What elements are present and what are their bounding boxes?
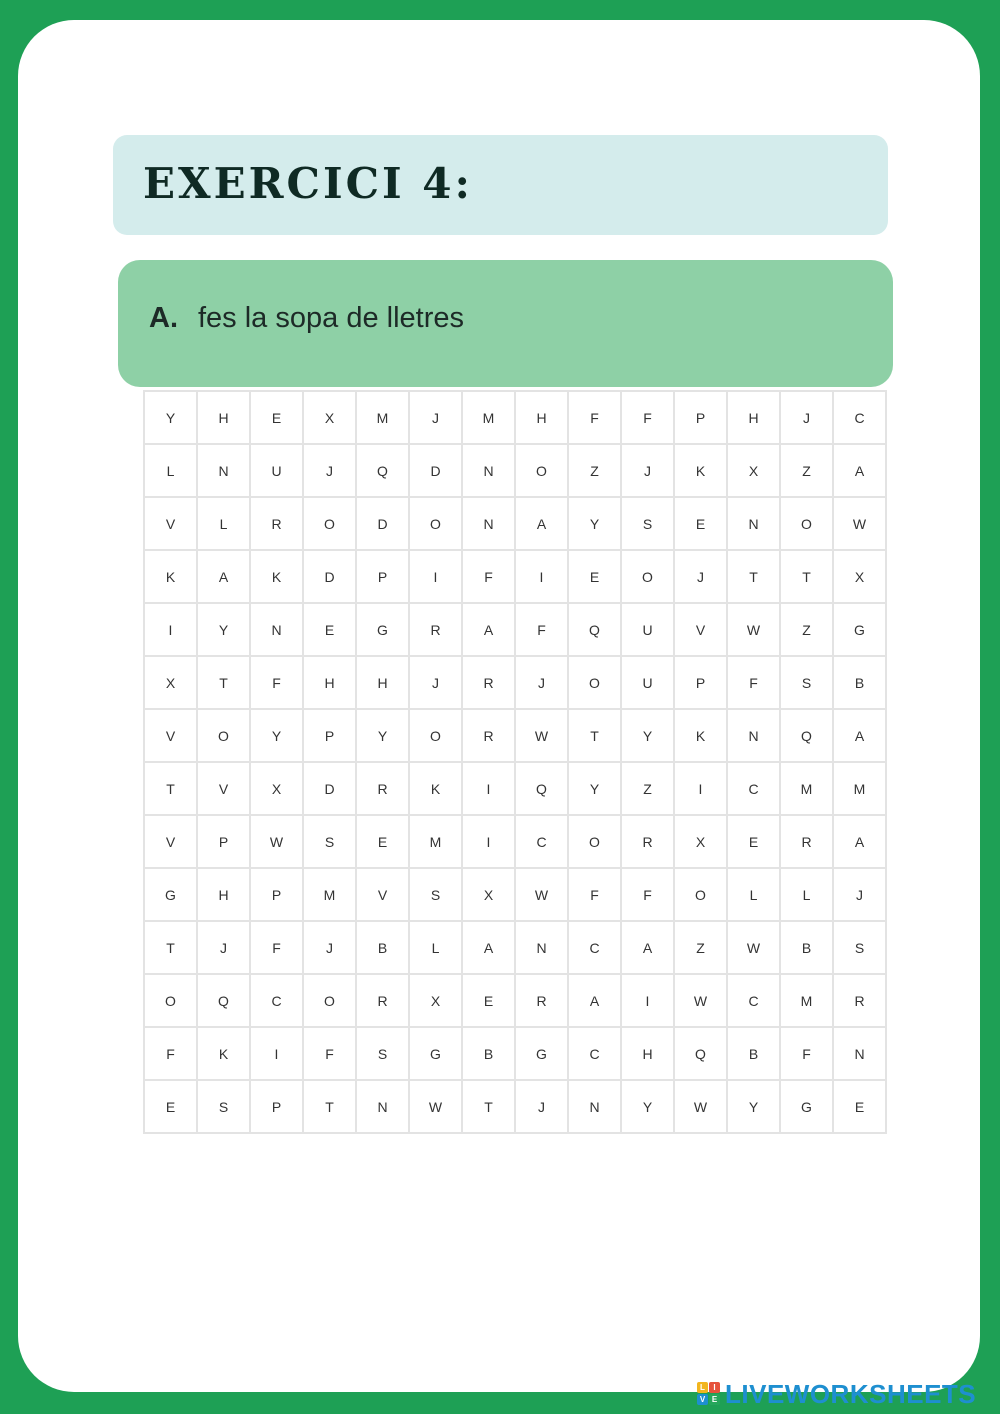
grid-cell[interactable]: C (833, 391, 886, 444)
grid-cell[interactable]: I (250, 1027, 303, 1080)
grid-cell[interactable]: Z (674, 921, 727, 974)
grid-cell[interactable]: Y (250, 709, 303, 762)
grid-cell[interactable]: Y (621, 1080, 674, 1133)
grid-cell[interactable]: F (250, 656, 303, 709)
grid-row (144, 603, 886, 656)
grid-cell[interactable]: U (250, 444, 303, 497)
grid-cell[interactable]: V (144, 709, 197, 762)
grid-cell[interactable]: P (356, 550, 409, 603)
grid-cell[interactable]: T (144, 921, 197, 974)
grid-cell[interactable]: M (356, 391, 409, 444)
grid-cell[interactable]: W (250, 815, 303, 868)
grid-cell[interactable]: N (568, 1080, 621, 1133)
grid-cell[interactable]: O (515, 444, 568, 497)
grid-cell[interactable]: I (515, 550, 568, 603)
grid-cell[interactable]: P (674, 391, 727, 444)
grid-cell[interactable]: X (727, 444, 780, 497)
grid-cell[interactable]: F (780, 1027, 833, 1080)
grid-cell[interactable]: N (515, 921, 568, 974)
title-box (113, 135, 888, 235)
grid-cell[interactable]: O (568, 656, 621, 709)
grid-row (144, 550, 886, 603)
grid-cell[interactable]: G (833, 603, 886, 656)
grid-cell[interactable]: C (727, 762, 780, 815)
grid-cell[interactable]: K (144, 550, 197, 603)
grid-cell[interactable]: R (356, 762, 409, 815)
grid-cell[interactable]: A (833, 709, 886, 762)
grid-cell[interactable]: E (568, 550, 621, 603)
grid-cell[interactable]: M (833, 762, 886, 815)
grid-cell[interactable]: S (303, 815, 356, 868)
grid-cell[interactable]: T (197, 656, 250, 709)
grid-cell[interactable]: S (833, 921, 886, 974)
grid-cell[interactable]: V (674, 603, 727, 656)
logo-mark-letter: V (697, 1394, 708, 1405)
grid-cell[interactable]: C (727, 974, 780, 1027)
grid-cell[interactable]: Z (780, 444, 833, 497)
grid-cell[interactable]: J (780, 391, 833, 444)
grid-cell[interactable]: H (197, 868, 250, 921)
grid-cell[interactable]: I (462, 815, 515, 868)
liveworksheets-logo-icon (697, 1382, 721, 1406)
grid-cell[interactable]: F (568, 868, 621, 921)
grid-cell[interactable]: F (568, 391, 621, 444)
grid-cell[interactable]: V (144, 815, 197, 868)
grid-cell[interactable]: S (780, 656, 833, 709)
grid-cell[interactable]: P (303, 709, 356, 762)
grid-cell[interactable]: F (727, 656, 780, 709)
grid-cell[interactable]: O (409, 497, 462, 550)
grid-cell[interactable]: R (250, 497, 303, 550)
grid-cell[interactable]: R (356, 974, 409, 1027)
grid-cell[interactable]: Z (568, 444, 621, 497)
grid-cell[interactable]: G (144, 868, 197, 921)
grid-cell[interactable]: H (356, 656, 409, 709)
grid-cell[interactable]: I (462, 762, 515, 815)
grid-cell[interactable]: J (515, 656, 568, 709)
grid-cell[interactable]: E (462, 974, 515, 1027)
grid-cell[interactable]: F (250, 921, 303, 974)
grid-cell[interactable]: H (303, 656, 356, 709)
grid-cell[interactable]: T (780, 550, 833, 603)
grid-cell[interactable]: T (568, 709, 621, 762)
grid-cell[interactable]: Q (356, 444, 409, 497)
grid-cell[interactable]: A (833, 815, 886, 868)
grid-cell[interactable]: R (780, 815, 833, 868)
grid-cell[interactable]: Y (568, 497, 621, 550)
grid-cell[interactable]: S (197, 1080, 250, 1133)
grid-cell[interactable]: O (409, 709, 462, 762)
grid-row (144, 391, 886, 444)
grid-cell[interactable]: R (833, 974, 886, 1027)
grid-cell[interactable]: I (409, 550, 462, 603)
grid-cell[interactable]: D (356, 497, 409, 550)
grid-cell[interactable]: K (674, 444, 727, 497)
grid-row (144, 444, 886, 497)
grid-cell[interactable]: S (409, 868, 462, 921)
grid-cell[interactable]: O (674, 868, 727, 921)
grid-cell[interactable]: A (462, 603, 515, 656)
grid-row (144, 709, 886, 762)
grid-cell[interactable]: E (250, 391, 303, 444)
grid-cell[interactable]: O (303, 497, 356, 550)
grid-cell[interactable]: A (833, 444, 886, 497)
grid-cell[interactable]: G (409, 1027, 462, 1080)
grid-cell[interactable]: E (356, 815, 409, 868)
grid-cell[interactable]: R (462, 656, 515, 709)
grid-cell[interactable]: I (674, 762, 727, 815)
worksheet-page (18, 20, 980, 1392)
grid-cell[interactable]: X (674, 815, 727, 868)
instruction-box (118, 260, 893, 387)
grid-cell[interactable]: F (621, 391, 674, 444)
grid-row (144, 497, 886, 550)
grid-cell[interactable]: J (197, 921, 250, 974)
grid-cell[interactable]: N (197, 444, 250, 497)
grid-cell[interactable]: O (144, 974, 197, 1027)
grid-cell[interactable]: N (727, 497, 780, 550)
grid-cell[interactable]: X (144, 656, 197, 709)
grid-cell[interactable]: P (197, 815, 250, 868)
grid-cell[interactable]: V (356, 868, 409, 921)
logo-mark-letter: I (709, 1382, 720, 1393)
grid-cell[interactable]: A (568, 974, 621, 1027)
grid-cell[interactable]: E (674, 497, 727, 550)
grid-cell[interactable]: R (409, 603, 462, 656)
logo-text: LIVEWORKSHEETS (725, 1378, 977, 1409)
grid-cell[interactable]: T (303, 1080, 356, 1133)
grid-row (144, 974, 886, 1027)
logo-mark-letter: E (709, 1394, 720, 1405)
grid-cell[interactable]: A (197, 550, 250, 603)
grid-cell[interactable]: H (621, 1027, 674, 1080)
grid-cell[interactable]: Q (674, 1027, 727, 1080)
grid-row (144, 921, 886, 974)
grid-cell[interactable]: A (462, 921, 515, 974)
grid-cell[interactable]: X (462, 868, 515, 921)
grid-cell[interactable]: G (515, 1027, 568, 1080)
grid-cell[interactable]: L (144, 444, 197, 497)
logo-mark-letter: L (697, 1382, 708, 1393)
grid-cell[interactable]: Z (780, 603, 833, 656)
grid-cell[interactable]: H (515, 391, 568, 444)
grid-cell[interactable]: Y (727, 1080, 780, 1133)
grid-cell[interactable]: W (727, 921, 780, 974)
grid-cell[interactable]: P (250, 1080, 303, 1133)
grid-cell[interactable]: N (250, 603, 303, 656)
grid-cell[interactable]: X (409, 974, 462, 1027)
grid-cell[interactable]: O (303, 974, 356, 1027)
grid-cell[interactable]: J (409, 656, 462, 709)
grid-cell[interactable]: D (303, 762, 356, 815)
instruction-text: fes la sopa de lletres (198, 302, 464, 334)
grid-cell[interactable]: L (197, 497, 250, 550)
grid-cell[interactable]: K (674, 709, 727, 762)
grid-cell[interactable]: K (250, 550, 303, 603)
grid-cell[interactable]: E (144, 1080, 197, 1133)
grid-cell[interactable]: P (250, 868, 303, 921)
grid-cell[interactable]: L (409, 921, 462, 974)
grid-cell[interactable]: Q (568, 603, 621, 656)
grid-cell[interactable]: C (250, 974, 303, 1027)
grid-cell[interactable]: V (144, 497, 197, 550)
grid-cell[interactable]: L (727, 868, 780, 921)
grid-cell[interactable]: F (144, 1027, 197, 1080)
grid-cell[interactable]: G (780, 1080, 833, 1133)
grid-cell[interactable]: M (780, 762, 833, 815)
grid-cell[interactable]: U (621, 603, 674, 656)
grid-cell[interactable]: B (727, 1027, 780, 1080)
grid-cell[interactable]: X (833, 550, 886, 603)
grid-cell[interactable]: O (197, 709, 250, 762)
grid-cell[interactable]: J (515, 1080, 568, 1133)
grid-cell[interactable]: A (515, 497, 568, 550)
grid-cell[interactable]: Z (621, 762, 674, 815)
grid-cell[interactable]: B (356, 921, 409, 974)
grid-cell[interactable]: G (356, 603, 409, 656)
grid-cell[interactable]: J (303, 444, 356, 497)
grid-cell[interactable]: E (727, 815, 780, 868)
exercise-title: EXERCICI 4: (143, 159, 474, 208)
grid-cell[interactable]: N (833, 1027, 886, 1080)
grid-cell[interactable]: Y (568, 762, 621, 815)
grid-cell[interactable]: J (409, 391, 462, 444)
grid-cell[interactable]: U (621, 656, 674, 709)
grid-cell[interactable]: N (356, 1080, 409, 1133)
grid-cell[interactable]: W (409, 1080, 462, 1133)
grid-cell[interactable]: O (780, 497, 833, 550)
grid-cell[interactable]: S (356, 1027, 409, 1080)
grid-cell[interactable]: R (515, 974, 568, 1027)
grid-cell[interactable]: Y (197, 603, 250, 656)
grid-cell[interactable]: C (568, 1027, 621, 1080)
grid-cell[interactable]: B (780, 921, 833, 974)
grid-cell[interactable]: I (621, 974, 674, 1027)
grid-cell[interactable]: Y (621, 709, 674, 762)
grid-cell[interactable]: Q (780, 709, 833, 762)
instruction-letter: A. (149, 302, 178, 334)
grid-row (144, 815, 886, 868)
grid-cell[interactable]: H (727, 391, 780, 444)
grid-cell[interactable]: E (833, 1080, 886, 1133)
grid-cell[interactable]: B (833, 656, 886, 709)
grid-cell[interactable]: V (197, 762, 250, 815)
grid-cell[interactable]: N (462, 444, 515, 497)
grid-cell[interactable]: R (462, 709, 515, 762)
grid-cell[interactable]: Q (197, 974, 250, 1027)
grid-cell[interactable]: X (303, 391, 356, 444)
grid-cell[interactable]: Y (144, 391, 197, 444)
grid-cell[interactable]: P (674, 656, 727, 709)
grid-cell[interactable]: N (727, 709, 780, 762)
grid-cell[interactable]: K (409, 762, 462, 815)
grid-cell[interactable]: W (515, 868, 568, 921)
grid-cell[interactable]: J (674, 550, 727, 603)
grid-cell[interactable]: M (780, 974, 833, 1027)
grid-cell[interactable]: E (303, 603, 356, 656)
grid-cell[interactable]: F (621, 868, 674, 921)
grid-cell[interactable]: B (462, 1027, 515, 1080)
grid-row (144, 656, 886, 709)
grid-cell[interactable]: F (462, 550, 515, 603)
grid-cell[interactable]: J (303, 921, 356, 974)
grid-cell[interactable]: D (303, 550, 356, 603)
liveworksheets-logo (697, 1378, 976, 1410)
grid-cell[interactable]: I (144, 603, 197, 656)
grid-cell[interactable]: K (197, 1027, 250, 1080)
grid-cell[interactable]: F (515, 603, 568, 656)
grid-cell[interactable]: O (621, 550, 674, 603)
grid-cell[interactable]: D (409, 444, 462, 497)
grid-row (144, 868, 886, 921)
grid-cell[interactable]: A (621, 921, 674, 974)
grid-cell[interactable]: Q (515, 762, 568, 815)
grid-cell[interactable]: J (833, 868, 886, 921)
grid-cell[interactable]: W (674, 1080, 727, 1133)
grid-row (144, 1027, 886, 1080)
grid-cell[interactable]: H (197, 391, 250, 444)
grid-cell[interactable]: M (409, 815, 462, 868)
grid-cell[interactable]: W (833, 497, 886, 550)
grid-cell[interactable]: M (462, 391, 515, 444)
grid-cell[interactable]: L (780, 868, 833, 921)
grid-cell[interactable]: T (727, 550, 780, 603)
grid-cell[interactable]: C (515, 815, 568, 868)
grid-cell[interactable]: X (250, 762, 303, 815)
grid-cell[interactable]: Y (356, 709, 409, 762)
grid-cell[interactable]: F (303, 1027, 356, 1080)
grid-cell[interactable]: O (568, 815, 621, 868)
grid-cell[interactable]: W (674, 974, 727, 1027)
grid-cell[interactable]: R (621, 815, 674, 868)
grid-cell[interactable]: S (621, 497, 674, 550)
grid-cell[interactable]: M (303, 868, 356, 921)
grid-cell[interactable]: W (727, 603, 780, 656)
word-search-grid (143, 390, 887, 1134)
grid-cell[interactable]: T (462, 1080, 515, 1133)
grid-row (144, 1080, 886, 1133)
grid-cell[interactable]: C (568, 921, 621, 974)
grid-cell[interactable]: W (515, 709, 568, 762)
grid-cell[interactable]: J (621, 444, 674, 497)
grid-cell[interactable]: T (144, 762, 197, 815)
grid-cell[interactable]: N (462, 497, 515, 550)
grid-row (144, 762, 886, 815)
